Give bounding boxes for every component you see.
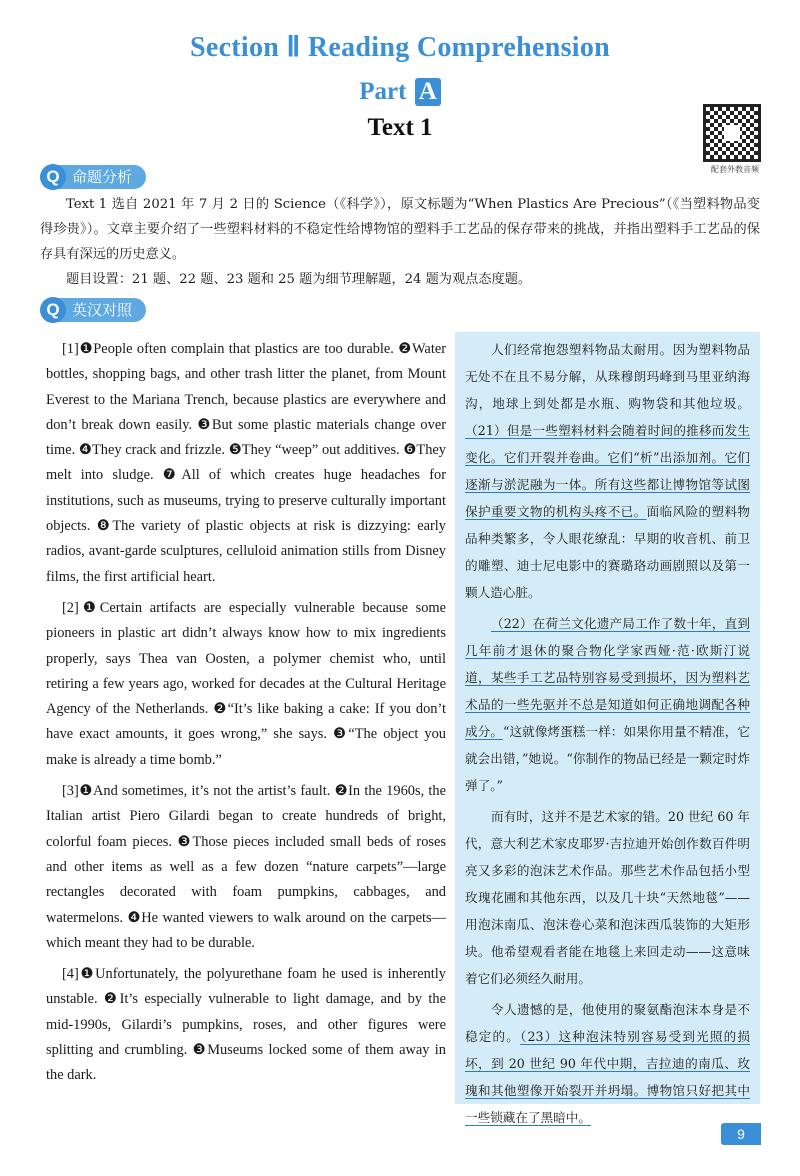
part-label: Part xyxy=(359,78,407,105)
english-paragraph: [2]❶Certain artifacts are especially vulnerable because some pioneers in plastic art didn’t always know how to mix ingredients properly, says Thea van Oosten, a polymer chemist who, until retiring a few years ago, worked for decades at the Cultural Heritage Agency of the Netherlands. ❷“It’s like baking a cake: If you don’t have exact amounts, it goes wrong,” she says. ❸“The object you make is already a time bomb.” xyxy=(46,599,446,768)
chinese-paragraph xyxy=(465,996,750,1131)
chinese-key-sentence: （21）但是一些塑料材料会随着时间的推移而发生变化。它们开裂并卷曲。它们“析”出添加剂。它们逐渐与淤泥融为一体。所有这些都让博物馆等试图保护重要文物的机构头疼不已。 xyxy=(465,423,750,519)
part-letter-badge: A xyxy=(415,78,441,106)
qr-caption: 配套外教音频 xyxy=(711,165,759,174)
english-column xyxy=(46,337,446,1095)
part-title xyxy=(0,78,800,106)
analysis-heading xyxy=(40,164,146,190)
chinese-text: “这就像烤蛋糕一样：如果你用量不精准，它就会出错，”她说。“你制作的物品已经是一颗定时炸弹了。” xyxy=(465,724,750,793)
chinese-paragraph xyxy=(465,336,750,606)
magnifier-q-icon: Q xyxy=(40,297,66,323)
analysis-questions: 题目设置：21 题、22 题、23 题和 25 题为细节理解题，24 题为观点态度题。 xyxy=(66,272,532,287)
analysis-heading-label: 命题分析 xyxy=(58,165,146,189)
chinese-text: 人们经常抱怨塑料物品太耐用。因为塑料物品无处不在且不易分解，从珠穆朗玛峰到马里亚纳海沟，地球上到处都是水瓶、购物袋和其他垃圾。 xyxy=(465,342,750,411)
chinese-key-sentence: （23）这种泡沫特别容易受到光照的损坏，到 20 世纪 90 年代中期，吉拉迪的南瓜、玫瑰和其他塑像开始裂开并坍塌。博物馆只好把其中一些锁藏在了黑暗中。 xyxy=(465,1029,751,1125)
text-title: Text 1 xyxy=(367,114,433,141)
bilingual-heading xyxy=(40,297,146,323)
section-title: Section Ⅱ Reading Comprehension xyxy=(189,32,611,63)
english-paragraph: [3]❶And sometimes, it’s not the artist’s fault. ❷In the 1960s, the Italian artist Piero Gilardi began to create hundreds of bright, colorful foam pieces. ❸Those pieces included small beds of roses and other items as well as a few dozen “nature carpets”—large rectangles decorated with foam pumpkins, cabbages, and watermelons. ❹He wanted viewers to walk around on the carpets—which meant they had to be durable. xyxy=(46,783,446,951)
page-number: 9 xyxy=(721,1123,761,1145)
bilingual-heading-label: 英汉对照 xyxy=(58,298,146,322)
english-paragraph: [1]❶People often complain that plastics are too durable. ❷Water bottles, shopping bags, and other trash litter the planet, from Mount Everest to the Mariana Trench, because plastics are everywhere and don’t break down easily. ❸But some plastic materials change over time. ❹They crack and frizzle. ❺They “weep” out additives. ❻They melt into sludge. ❼All of which creates huge headaches for institutions, such as museums, trying to preserve culturally important objects. ❽The variety of plastic objects at risk is dizzying: early radios, avant-garde sculptures, celluloid animation stills from Disney films, the first artificial heart. xyxy=(46,341,446,585)
magnifier-q-icon: Q xyxy=(40,164,66,190)
chinese-paragraph xyxy=(465,803,750,992)
chinese-text: 令人遗憾的是，他使用的聚氨酯泡沫本身是不稳定的。 xyxy=(465,1002,750,1044)
chinese-translation-panel xyxy=(455,332,760,1125)
qr-code-icon[interactable] xyxy=(703,104,761,162)
chinese-text: 而有时，这并不是艺术家的错。20 世纪 60 年代，意大利艺术家皮耶罗·吉拉迪开始创作数百件明亮又多彩的泡沫艺术作品。那些艺术作品包括小型玫瑰花圃和其他东西，以及几十块“天然地毯”——用泡沫南瓜、泡沫卷心菜和泡沫西瓜装饰的大矩形块。他希望观看者能在地毯上来回走动——这意味着它们必须经久耐用。 xyxy=(465,809,750,986)
chinese-key-sentence: （22）在荷兰文化遗产局工作了数十年，直到几年前才退休的聚合物化学家西娅·范·欧斯汀说道，某些手工艺品特别容易受到损坏，因为塑料艺术品的一些先驱并不总是知道如何正确地调配各种成分。 xyxy=(465,616,750,739)
english-paragraph: [4]❶Unfortunately, the polyurethane foam he used is inherently unstable. ❷It’s especially vulnerable to light damage, and by the mid-1990s, Gilardi’s pumpkins, roses, and other figures were splitting and crumbling. ❸Museums locked some of them away in the dark. xyxy=(46,966,446,1084)
chinese-paragraph xyxy=(465,610,750,799)
chinese-text: 面临风险的塑料物品种类繁多，令人眼花缭乱：早期的收音机、前卫的雕塑、迪士尼电影中的赛璐珞动画剧照以及第一颗人造心脏。 xyxy=(465,504,751,600)
analysis-intro: Text 1 选自 2021 年 7 月 2 日的 Science（《科学》），原文标题为“When Plastics Are Precious”（《当塑料物品变得珍贵》）。文章主要介绍了一些塑料材料的不稳定性给博物馆的塑料手工艺品的保存带来的挑战，并指出塑料手工艺品的保存具有深远的历史意义。 xyxy=(40,197,760,262)
